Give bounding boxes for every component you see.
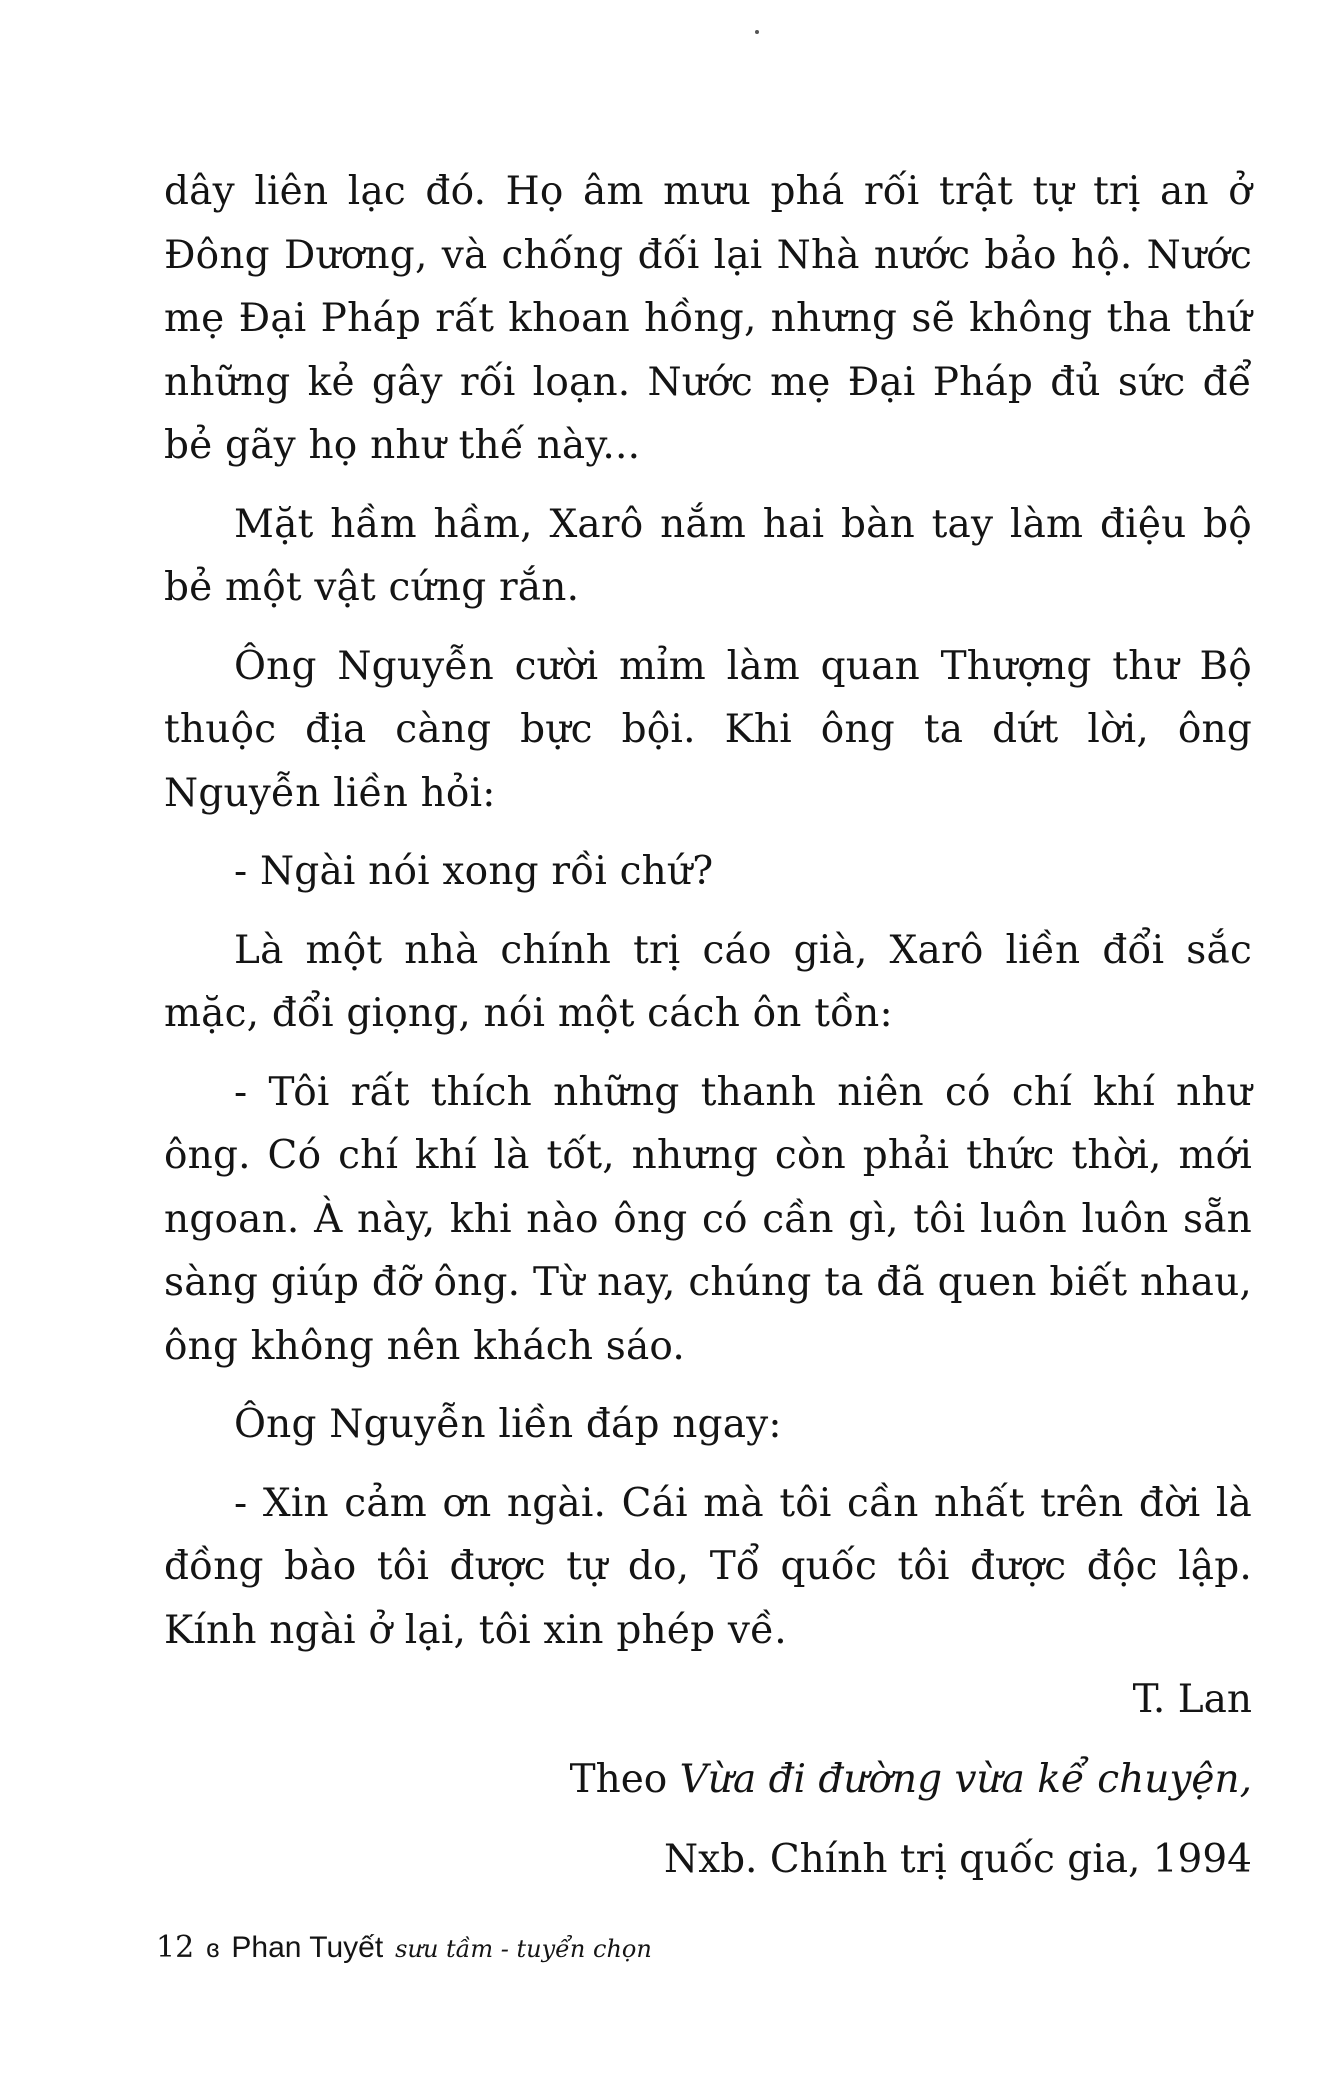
paragraph: dây liên lạc đó. Họ âm mưu phá rối trật tự trị an ở Đông Dương, và chống đối lại Nhà nước bảo hộ. Nước mẹ Đại Pháp rất khoan hồng, nhưng sẽ không tha thứ những kẻ gây rối loạn. Nước mẹ Đại Pháp đủ sức để bẻ gãy họ như thế này... [164,169,1252,468]
page-footer [156,1930,652,1965]
citation-source [570,1740,1252,1820]
citation-source-prefix: Theo [569,1757,680,1802]
citation-publisher: Nxb. Chính trị quốc gia, 1994 [663,1837,1252,1882]
paragraph: Ông Nguyễn liền đáp ngay: [234,1402,782,1447]
citation-block [570,1660,1252,1900]
footer-role: sưu tầm - tuyển chọn [395,1935,652,1963]
citation-source-title: Vừa đi đường vừa kể chuyện, [679,1757,1252,1802]
print-speck [755,30,759,34]
paragraph: - Tôi rất thích những thanh niên có chí khí như ông. Có chí khí là tốt, nhưng còn phải thức thời, mới ngoan. À này, khi nào ông có cần gì, tôi luôn luôn sẵn sàng giúp đỡ ông. Từ nay, chúng ta đã quen biết nhau, ông không nên khách sáo. [164,1069,1252,1369]
citation-author: T. Lan [1132,1677,1252,1722]
ornament-icon: ɞ [206,1933,220,1963]
paragraph: Là một nhà chính trị cáo già, Xarô liền đổi sắc mặc, đổi giọng, nói một cách ôn tồn: [164,927,1252,1036]
paragraph: - Xin cảm ơn ngài. Cái mà tôi cần nhất trên đời là đồng bào tôi được tự do, Tổ quốc tôi được độc lập. Kính ngài ở lại, tôi xin phép về. [164,1480,1252,1653]
paragraph: Ông Nguyễn cười mỉm làm quan Thượng thư Bộ thuộc địa càng bực bội. Khi ông ta dứt lời, ông Nguyễn liền hỏi: [164,643,1252,816]
body-text [164,160,1252,1677]
page-number: 12 [156,1930,195,1965]
paragraph: Mặt hầm hầm, Xarô nắm hai bàn tay làm điệu bộ bẻ một vật cứng rắn. [164,501,1252,610]
footer-author: Phan Tuyết [231,1931,384,1964]
paragraph: - Ngài nói xong rồi chứ? [234,849,714,894]
